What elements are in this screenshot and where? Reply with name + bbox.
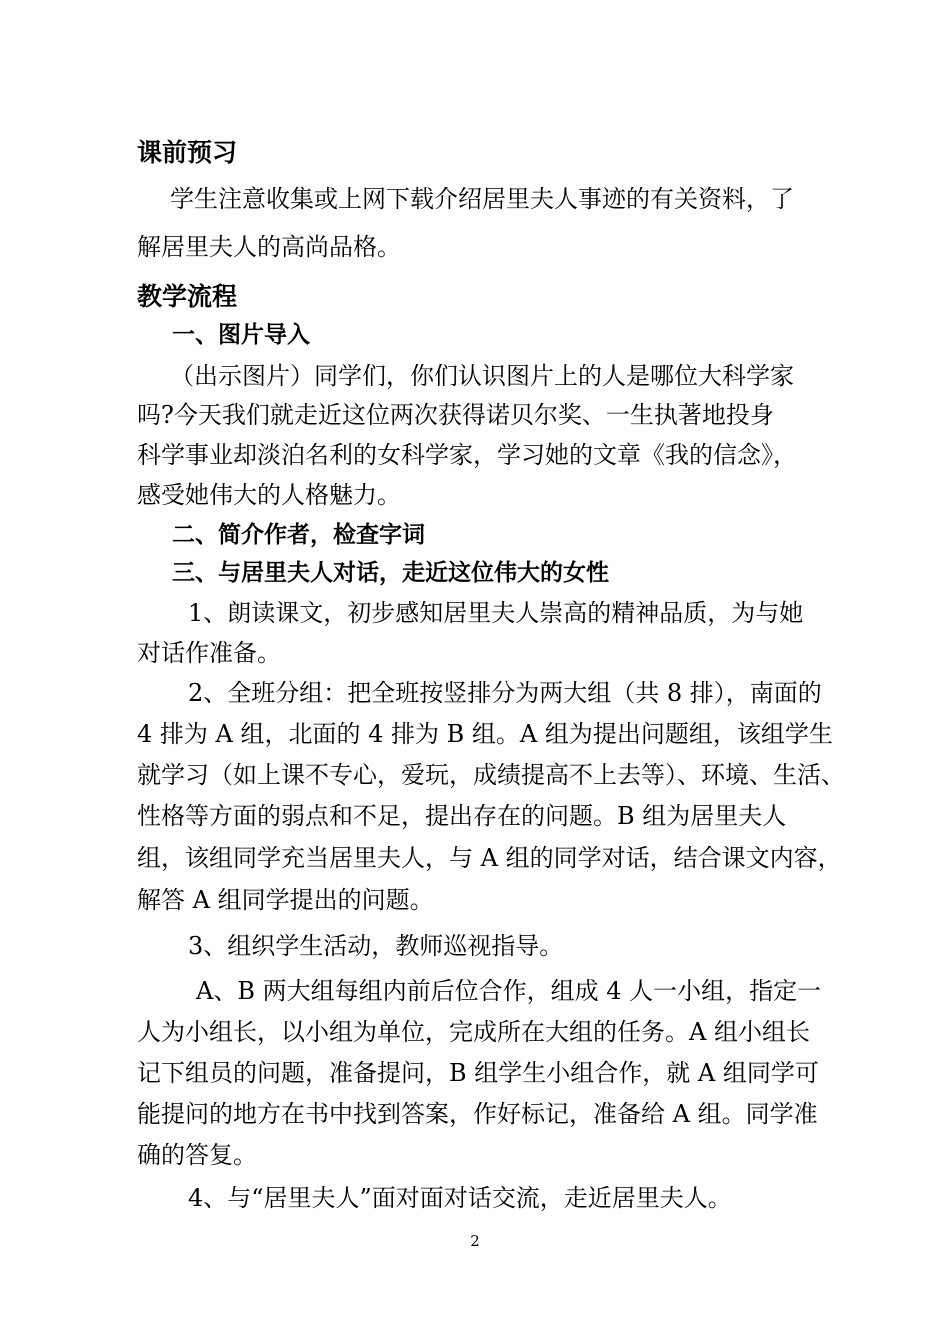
paragraph-line: 2、全班分组：把全班按竖排分为两大组（共 8 排），南面的	[188, 679, 822, 707]
paragraph-line: A、B 两大组每组内前后位合作，组成 4 人一小组，指定一	[196, 977, 822, 1005]
paragraph-line: 就学习（如上课不专心，爱玩，成绩提高不上去等）、环境、生活、	[137, 761, 845, 789]
page-number: 2	[470, 1232, 480, 1250]
paragraph-line: 对话作准备。	[137, 639, 281, 667]
paragraph-line: 能提问的地方在书中找到答案，作好标记，准备给 A 组。同学准	[137, 1100, 818, 1128]
heading-part2: 二、简介作者，检查字词	[172, 522, 425, 548]
paragraph-line: 解居里夫人的高尚品格。	[137, 233, 401, 261]
paragraph-line: 1、朗读课文，初步感知居里夫人崇高的精神品质，为与她	[188, 599, 804, 627]
paragraph-line: 感受她伟大的人格魅力。	[137, 481, 401, 509]
section-title-preview: 课前预习	[137, 138, 238, 167]
paragraph-line: 科学事业却淡泊名利的女科学家，学习她的文章《我的信念》，	[137, 441, 797, 469]
paragraph-line: 人为小组长，以小组为单位，完成所在大组的任务。A 组小组长	[137, 1018, 810, 1046]
paragraph-line: 记下组员的问题，准备提问，B 组学生小组合作，就 A 组同学可	[137, 1059, 819, 1087]
paragraph-line: 组，该组同学充当居里夫人，与 A 组的同学对话，结合课文内容，	[137, 844, 842, 872]
heading-part3: 三、与居里夫人对话，走近这位伟大的女性	[172, 560, 609, 586]
paragraph-line: 确的答复。	[137, 1141, 257, 1169]
paragraph-line: 学生注意收集或上网下载介绍居里夫人事迹的有关资料，了	[170, 185, 794, 213]
section-title-flow: 教学流程	[137, 282, 238, 311]
paragraph-line: （出示图片）同学们，你们认识图片上的人是哪位大科学家	[170, 362, 794, 390]
paragraph-line: 4、与“居里夫人”面对面对话交流，走近居里夫人。	[188, 1184, 732, 1212]
paragraph-line: 吗?今天我们就走近这位两次获得诺贝尔奖、一生执著地投身	[137, 401, 774, 429]
paragraph-line: 4 排为 A 组，北面的 4 排为 B 组。A 组为提出问题组，该组学生	[137, 720, 833, 748]
paragraph-line: 3、组织学生活动，教师巡视指导。	[188, 932, 564, 960]
heading-part1: 一、图片导入	[172, 322, 310, 348]
paragraph-line: 解答 A 组同学提出的问题。	[137, 886, 434, 914]
paragraph-line: 性格等方面的弱点和不足，提出存在的问题。B 组为居里夫人	[137, 802, 787, 830]
